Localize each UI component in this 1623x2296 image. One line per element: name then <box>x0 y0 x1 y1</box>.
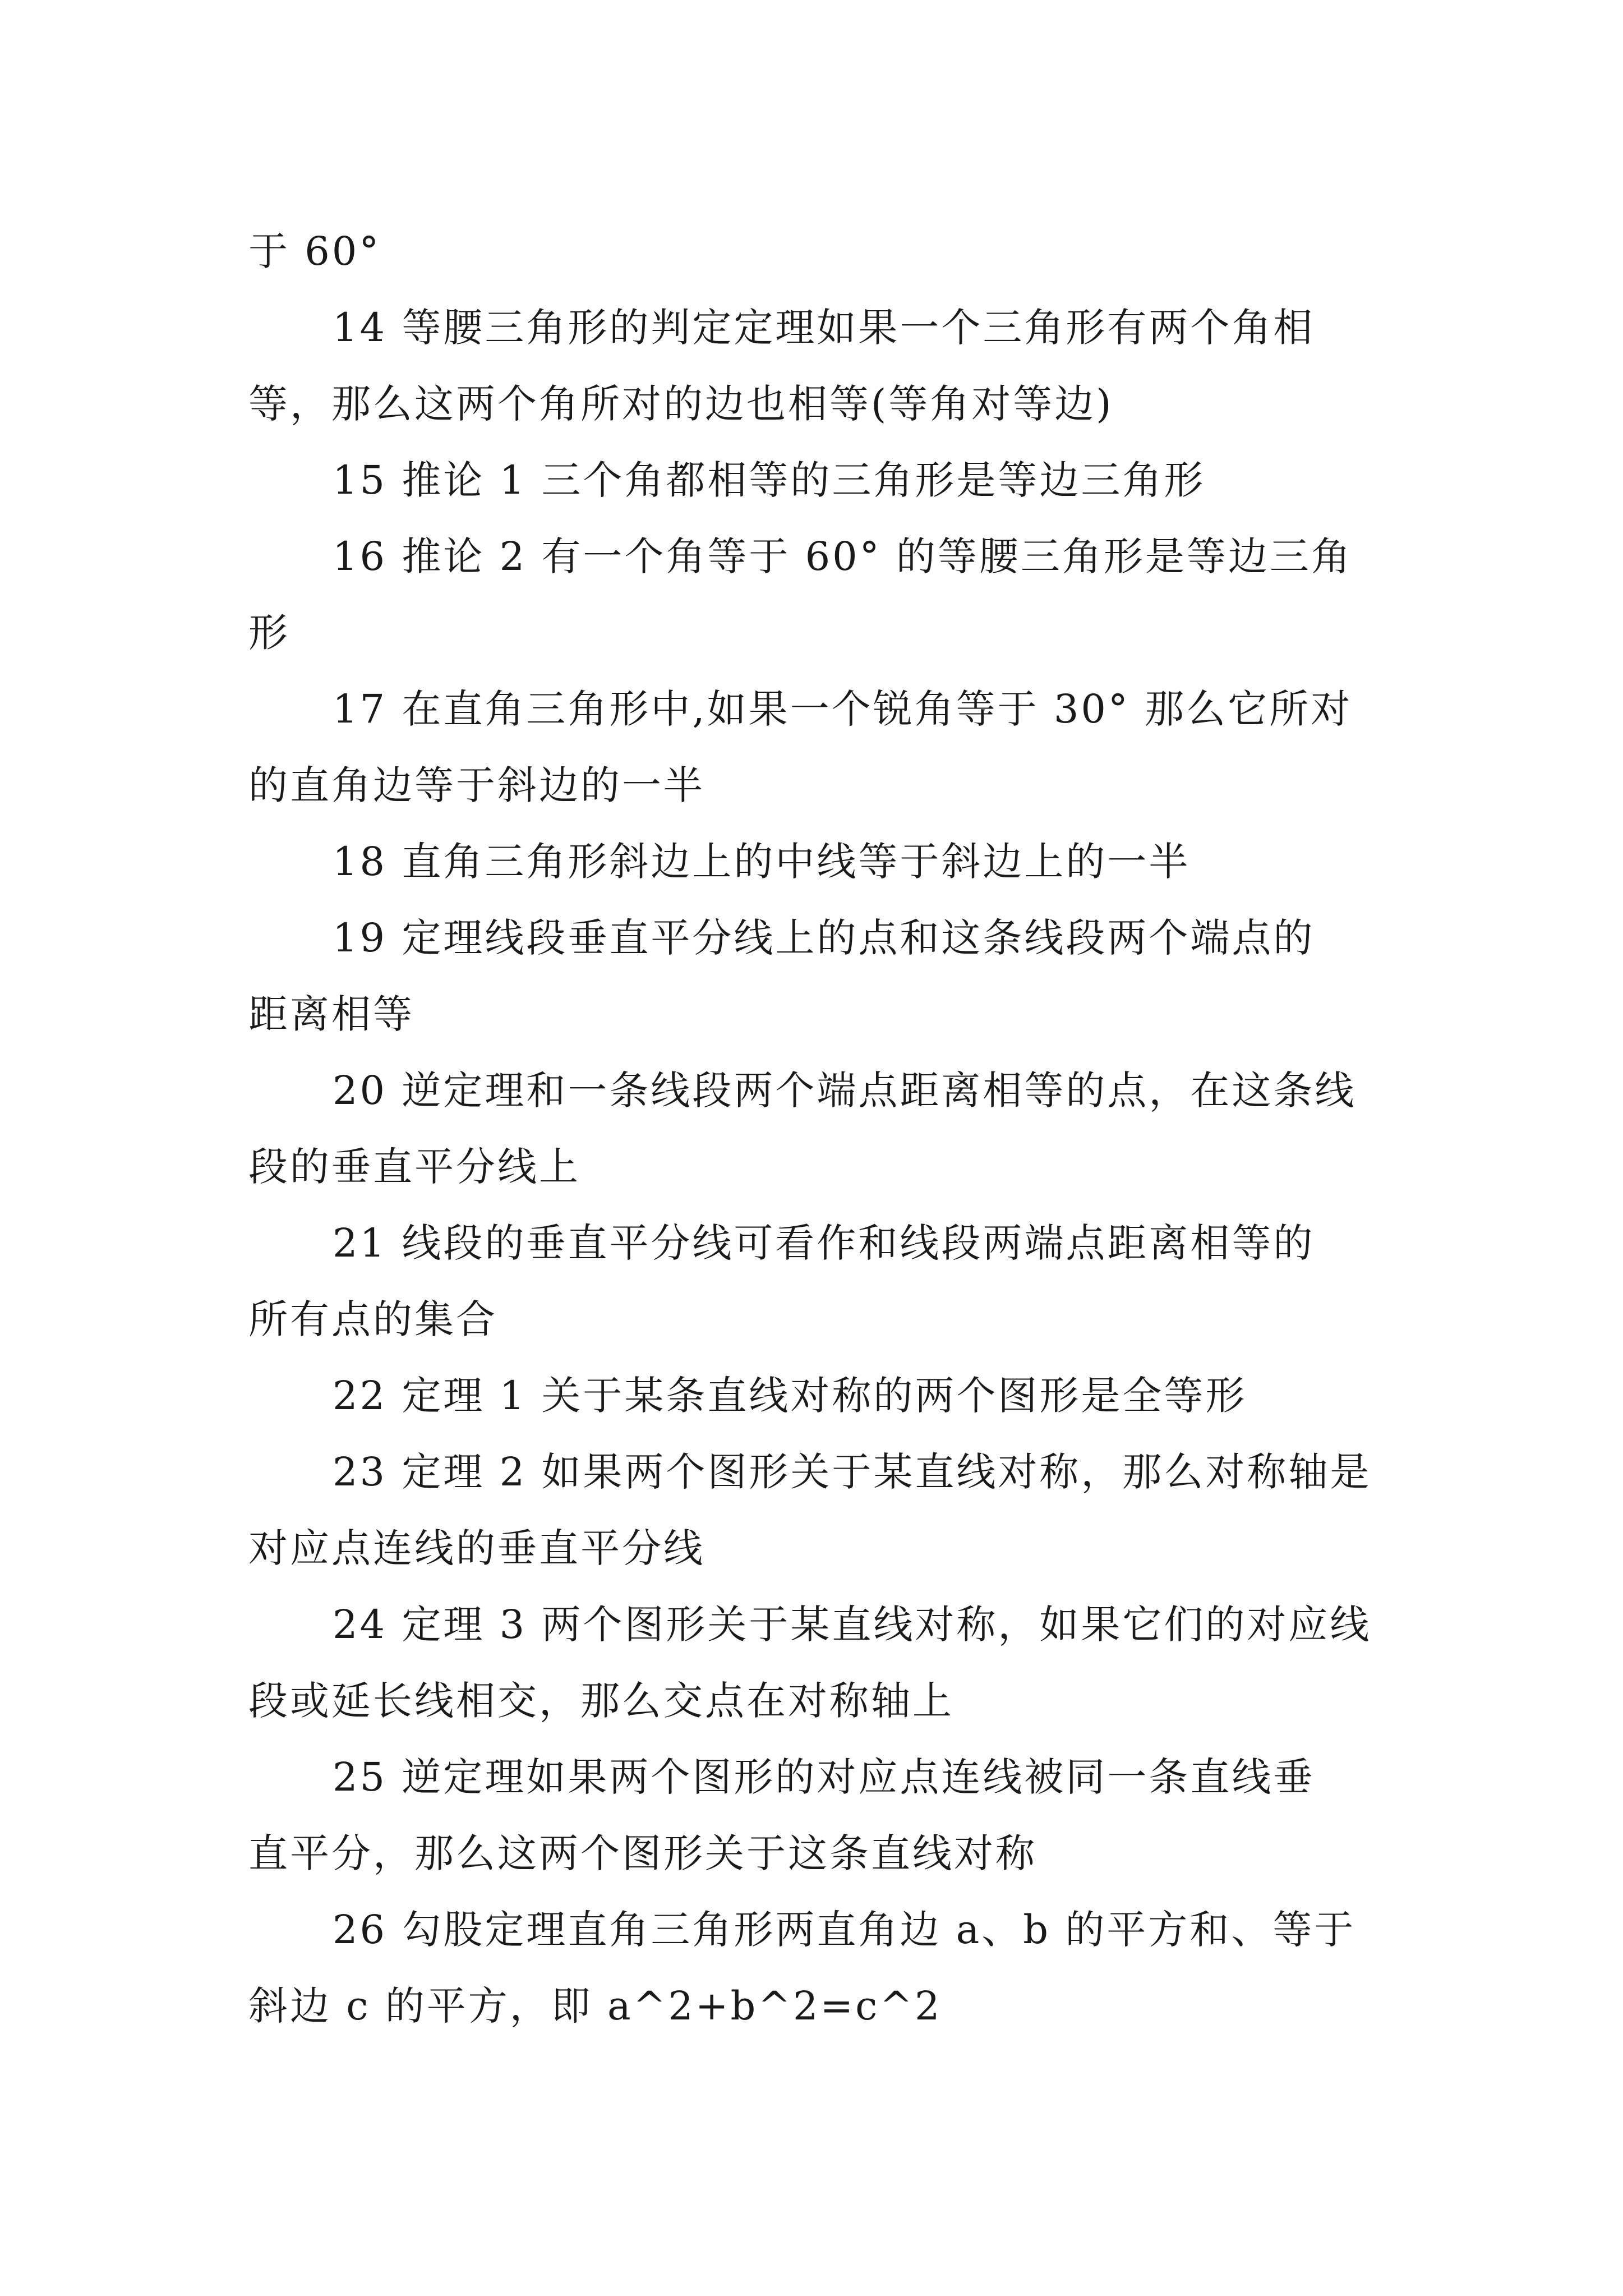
text-line: 18 直角三角形斜边上的中线等于斜边上的一半 <box>333 839 1191 885</box>
text-line: 段的垂直平分线上 <box>248 1144 580 1190</box>
text-line: 直平分，那么这两个图形关于这条直线对称 <box>248 1830 1037 1876</box>
text-line: 16 推论 2 有一个角等于 60° 的等腰三角形是等边三角 <box>333 533 1353 579</box>
text-line: 对应点连线的垂直平分线 <box>248 1525 705 1571</box>
text-line: 23 定理 2 如果两个图形关于某直线对称，那么对称轴是 <box>333 1449 1372 1495</box>
text-line: 于 60° <box>248 228 381 274</box>
text-line: 19 定理线段垂直平分线上的点和这条线段两个端点的 <box>333 915 1315 961</box>
text-line: 14 等腰三角形的判定定理如果一个三角形有两个角相 <box>333 305 1315 351</box>
text-line: 24 定理 3 两个图形关于某直线对称，如果它们的对应线 <box>333 1602 1372 1648</box>
text-line: 等，那么这两个角所对的边也相等(等角对等边) <box>248 381 1114 427</box>
text-line: 17 在直角三角形中,如果一个锐角等于 30° 那么它所对 <box>333 686 1353 732</box>
text-line: 21 线段的垂直平分线可看作和线段两端点距离相等的 <box>333 1220 1315 1266</box>
text-line: 25 逆定理如果两个图形的对应点连线被同一条直线垂 <box>333 1754 1315 1800</box>
text-line: 段或延长线相交，那么交点在对称轴上 <box>248 1678 954 1724</box>
text-line: 26 勾股定理直角三角形两直角边 a、b 的平方和、等于 <box>333 1907 1356 1953</box>
text-line: 22 定理 1 关于某条直线对称的两个图形是全等形 <box>333 1373 1247 1419</box>
document-body <box>248 213 1393 2044</box>
text-line: 20 逆定理和一条线段两个端点距离相等的点，在这条线 <box>333 1068 1357 1114</box>
text-line: 所有点的集合 <box>248 1296 497 1342</box>
text-line: 斜边 c 的平方，即 a^2+b^2=c^2 <box>248 1983 942 2029</box>
text-line: 形 <box>248 610 290 656</box>
text-line: 的直角边等于斜边的一半 <box>248 762 705 808</box>
text-line: 距离相等 <box>248 991 414 1037</box>
text-line: 15 推论 1 三个角都相等的三角形是等边三角形 <box>333 457 1206 503</box>
